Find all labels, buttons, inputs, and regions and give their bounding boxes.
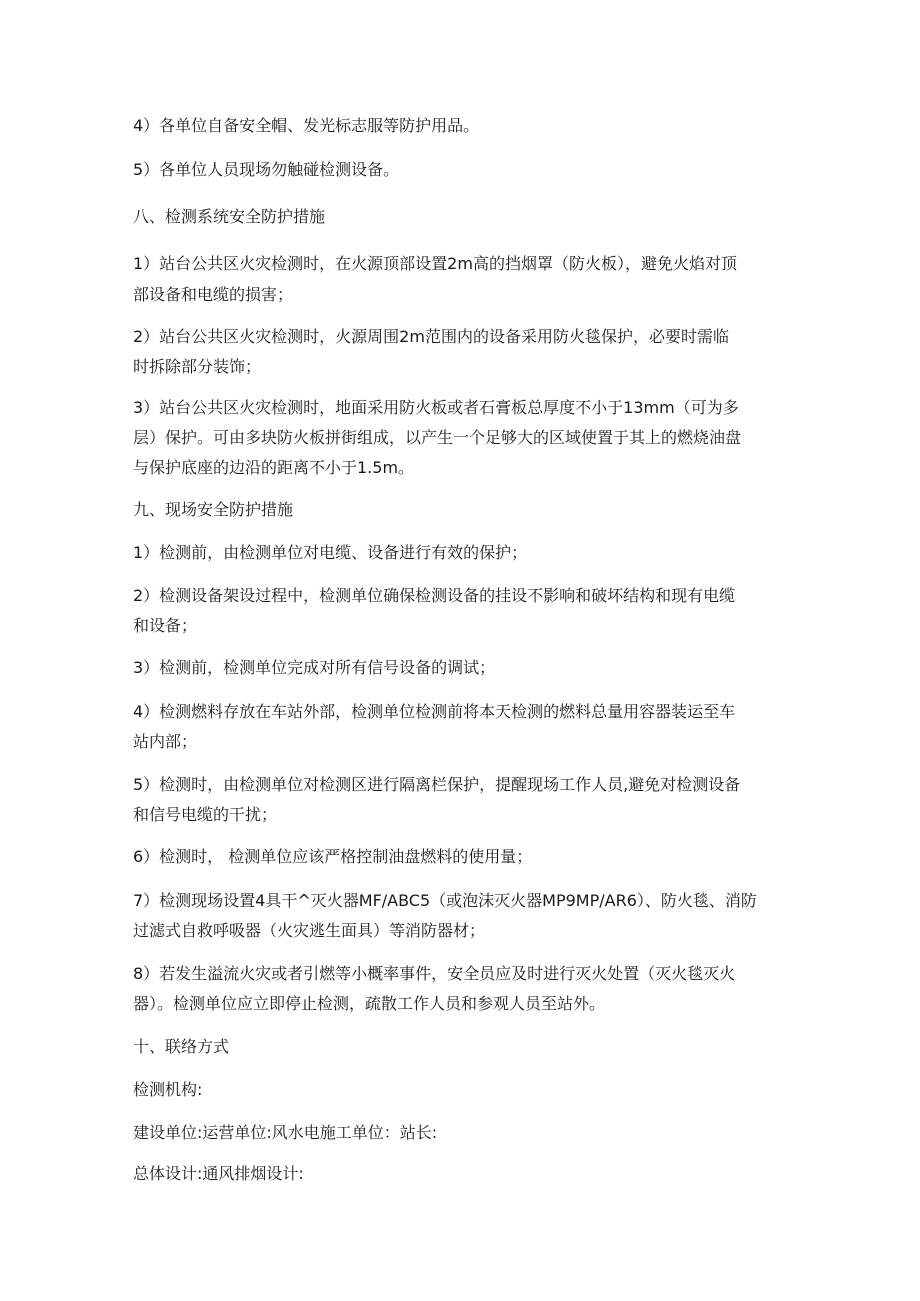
- section-heading: 八、检测系统安全防护措施: [133, 207, 326, 226]
- text-line: 7）检测现场设置4具干^灭火器MF/ABC5（或泡沫灭火器MP9MP/AR6）、防火毯、消防: [133, 891, 757, 910]
- text-line: 层）保护。可由多块防火板拼街组成，以产生一个足够大的区域使置于其上的燃烧油盘: [133, 428, 742, 447]
- text-line: 4）检测燃料存放在车站外部，检测单位检测前将本天检测的燃料总量用容器装运至车: [133, 702, 736, 721]
- text-line: 2）站台公共区火灾检测时，火源周围2m范围内的设备采用防火毯保护，必要时需临: [133, 327, 729, 346]
- text-line: 和信号电缆的干扰；: [133, 805, 278, 824]
- text-line: 4）各单位自备安全帽、发光标志服等防护用品。: [133, 116, 480, 135]
- text-line: 时拆除部分装饰；: [133, 357, 262, 376]
- text-line: 2）检测设备架设过程中，检测单位确保检测设备的挂设不影响和破坏结构和现有电缆: [133, 586, 736, 605]
- text-line: 8）若发生溢流火灾或者引燃等小概率事件，安全员应及时进行灭火处置（灭火毯灭火: [133, 964, 736, 983]
- text-line: 6）检测时， 检测单位应该严格控制油盘燃料的使用量；: [133, 847, 533, 866]
- text-line: 建设单位:运营单位:风水电施工单位：站长:: [133, 1123, 438, 1142]
- text-line: 3）检测前，检测单位完成对所有信号设备的调试；: [133, 658, 496, 677]
- text-line: 部设备和电缆的损害；: [133, 285, 294, 304]
- text-line: 站内部；: [133, 732, 198, 751]
- text-line: 检测机构:: [133, 1080, 203, 1099]
- text-line: 总体设计:通风排烟设计:: [133, 1164, 304, 1183]
- text-line: 过滤式自救呼吸器（火灾逃生面具）等消防器材；: [133, 921, 486, 940]
- section-heading: 九、现场安全防护措施: [133, 500, 294, 519]
- section-heading: 十、联络方式: [133, 1037, 230, 1056]
- text-line: 1）站台公共区火灾检测时，在火源顶部设置2m高的挡烟罩（防火板），避免火焰对顶: [133, 254, 737, 273]
- text-line: 1）检测前，由检测单位对电缆、设备进行有效的保护；: [133, 543, 528, 562]
- text-line: 和设备；: [133, 616, 198, 635]
- text-line: 与保护底座的边沿的距离不小于1.5m。: [133, 458, 415, 477]
- text-line: 5）各单位人员现场勿触碰检测设备。: [133, 160, 400, 179]
- text-line: 3）站台公共区火灾检测时，地面采用防火板或者石膏板总厚度不小于13mm（可为多: [133, 398, 739, 417]
- text-line: 5）检测时，由检测单位对检测区进行隔离栏保护，提醒现场工作人员,避免对检测设备: [133, 775, 741, 794]
- text-line: 器）。检测单位应立即停止检测，疏散工作人员和参观人员至站外。: [133, 994, 606, 1013]
